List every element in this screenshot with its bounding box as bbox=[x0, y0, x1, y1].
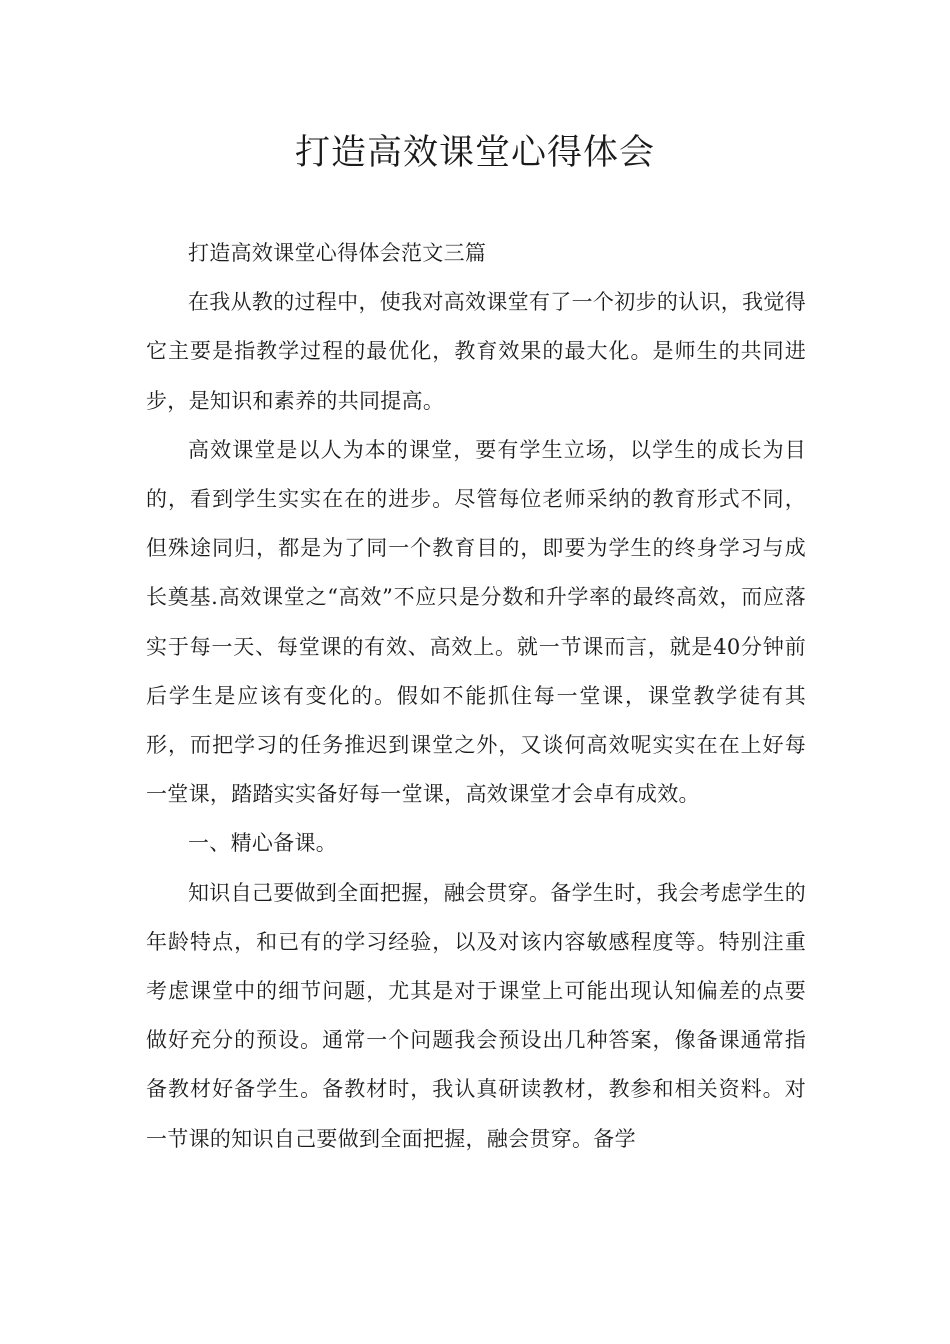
section-heading: 一、精心备课。 bbox=[188, 831, 338, 856]
paragraph: 高效课堂是以人为本的课堂，要有学生立场，以学生的成长为目的，看到学生实实在在的进步。尽管每位老师采纳的教育形式不同，但殊途同归，都是为了同一个教育目的，即要为学生的终身学习与成长奠基.高效课堂之“高效”不应只是分数和升学率的最终高效，而应落实于每一天、每堂课的有效、高效上。就一节课而言，就是40分钟前后学生是应该有变化的。假如不能抓住每一堂课，课堂教学徒有其形，而把学习的任务推迟到课堂之外，又谈何高效呢实实在在上好每一堂课，踏踏实实备好每一堂课，高效课堂才会卓有成效。 bbox=[146, 437, 806, 807]
document-body bbox=[146, 229, 806, 1164]
paragraph-subtitle: 打造高效课堂心得体会范文三篇 bbox=[188, 241, 487, 265]
document-title: 打造高效课堂心得体会 bbox=[294, 133, 655, 173]
paragraph: 在我从教的过程中，使我对高效课堂有了一个初步的认识，我觉得它主要是指教学过程的最优化，教育效果的最大化。是师生的共同进步，是知识和素养的共同提高。 bbox=[146, 290, 806, 413]
paragraph: 知识自己要做到全面把握，融会贯穿。备学生时，我会考虑学生的年龄特点，和已有的学习经验，以及对该内容敏感程度等。特别注重考虑课堂中的细节问题，尤其是对于课堂上可能出现认知偏差的点要做好充分的预设。通常一个问题我会预设出几种答案，像备课通常指备教材好备学生。备教材时，我认真研读教材，教参和相关资料。对一节课的知识自己要做到全面把握，融会贯穿。备学 bbox=[146, 880, 806, 1151]
